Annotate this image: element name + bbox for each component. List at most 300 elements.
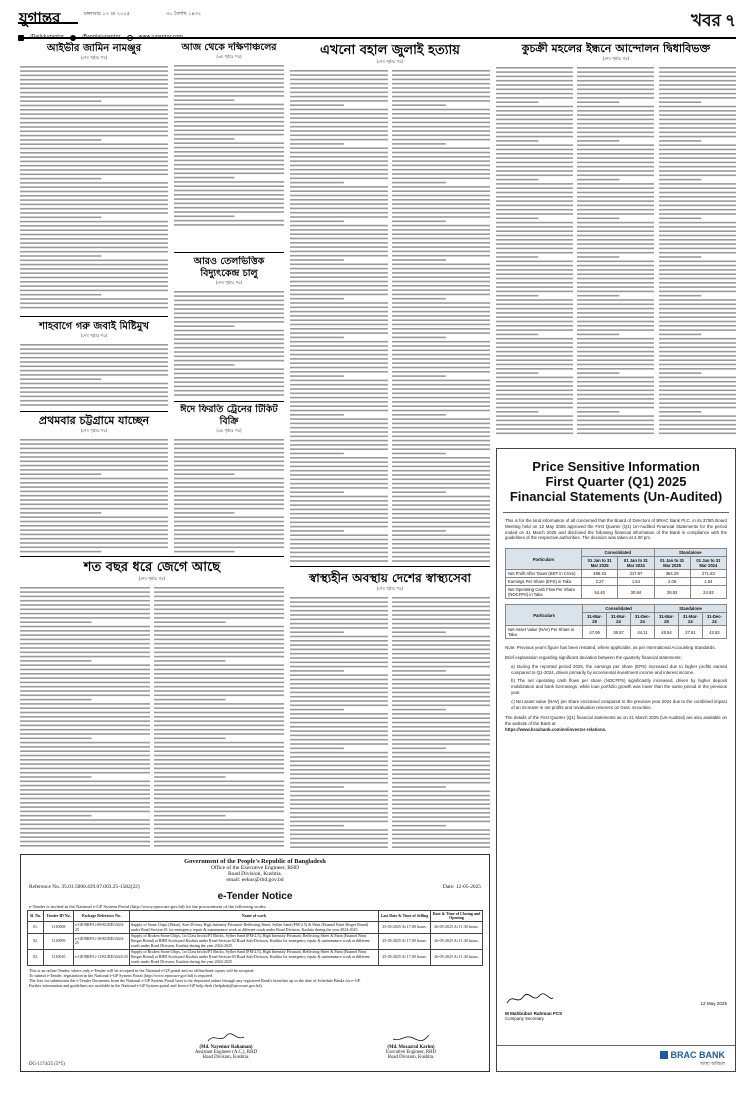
text-line xyxy=(290,332,388,334)
svg-text:যুগান্তর: যুগান্তর xyxy=(19,9,61,27)
article-body xyxy=(174,437,284,553)
headline: কুচক্রী মহলের ইন্ধনে আন্দোলন দ্বিধাবিভক্ত xyxy=(521,42,711,55)
text-line xyxy=(392,752,490,754)
text-line xyxy=(392,838,490,840)
text-line xyxy=(577,411,619,413)
text-line xyxy=(290,221,344,223)
text-line xyxy=(20,819,150,821)
text-line xyxy=(290,791,388,793)
text-line xyxy=(392,423,490,425)
text-line xyxy=(392,700,490,702)
text-line xyxy=(20,815,92,817)
table-row xyxy=(506,626,727,639)
col-sl: Sl. No. xyxy=(28,911,44,922)
text-line xyxy=(20,725,150,727)
article-health xyxy=(290,570,490,850)
ad-heading-line-3: Financial Statements (Un-Audited) xyxy=(509,489,723,504)
text-line xyxy=(290,803,388,805)
text-line xyxy=(659,377,736,379)
text-line xyxy=(20,841,150,843)
text-line xyxy=(20,195,168,197)
text-line xyxy=(659,235,736,237)
text-line xyxy=(290,692,388,694)
continuation-note: (৩য় পৃষ্ঠার পর) xyxy=(216,54,242,59)
text-line xyxy=(290,139,388,141)
text-line xyxy=(392,367,490,369)
text-line xyxy=(659,230,736,232)
cell-value: 317.87 xyxy=(618,570,654,578)
text-line xyxy=(174,465,284,467)
text-line xyxy=(496,325,573,327)
text-line xyxy=(20,609,150,611)
text-line xyxy=(577,179,619,181)
text-line xyxy=(20,456,168,458)
text-line xyxy=(392,289,490,291)
text-line xyxy=(174,448,284,450)
text-line xyxy=(577,273,654,275)
text-line xyxy=(20,643,150,645)
text-line xyxy=(392,354,490,356)
text-line xyxy=(392,509,490,511)
text-line xyxy=(392,285,490,287)
text-line xyxy=(496,235,573,237)
text-line xyxy=(496,218,538,220)
text-line xyxy=(577,222,654,224)
text-line xyxy=(659,398,736,400)
text-line xyxy=(577,278,654,280)
text-line xyxy=(290,233,388,235)
text-line xyxy=(290,846,388,848)
text-line xyxy=(496,170,573,172)
text-line xyxy=(577,342,654,344)
text-line xyxy=(392,255,490,257)
text-line xyxy=(392,487,490,489)
text-line xyxy=(577,93,654,95)
text-line xyxy=(290,752,388,754)
text-line xyxy=(174,211,284,213)
text-line xyxy=(290,117,388,119)
text-line xyxy=(290,709,344,711)
email[interactable]: email: eekus@rhd.gov.bd xyxy=(226,877,284,883)
text-line xyxy=(20,113,168,115)
text-line xyxy=(290,345,388,347)
text-line xyxy=(659,368,736,370)
cell-value: 364.29 xyxy=(654,570,690,578)
text-line xyxy=(577,97,654,99)
text-line xyxy=(577,394,654,396)
article-body xyxy=(577,65,654,437)
text-line xyxy=(659,338,736,340)
text-line xyxy=(392,601,490,603)
text-line xyxy=(659,256,701,258)
col-work: Name of work xyxy=(130,911,379,922)
ad-heading-band xyxy=(497,449,735,512)
text-line xyxy=(392,791,490,793)
text-line xyxy=(154,669,284,671)
text-line xyxy=(577,187,654,189)
col-date: 31-Dec-24 xyxy=(630,613,654,626)
text-line xyxy=(20,448,168,450)
text-line xyxy=(496,321,573,323)
divider xyxy=(20,411,168,412)
brac-logo-icon xyxy=(660,1051,668,1059)
article-body xyxy=(290,595,388,849)
text-line xyxy=(577,162,654,164)
text-line xyxy=(659,402,736,404)
text-line xyxy=(659,248,736,250)
text-line xyxy=(577,390,654,392)
text-line xyxy=(392,380,490,382)
text-line xyxy=(577,304,654,306)
text-line xyxy=(392,474,490,476)
continuation-note: (শেষ পৃষ্ঠার পর) xyxy=(215,280,243,285)
cell-package: e-GP/RRP/G-10/KURD/2024-25 xyxy=(74,933,130,949)
text-line xyxy=(20,695,150,697)
text-line xyxy=(174,207,284,209)
text-line xyxy=(577,114,654,116)
cell-value: 54.40 xyxy=(582,586,618,599)
text-line xyxy=(392,448,490,450)
text-line xyxy=(174,78,284,80)
article-body xyxy=(154,585,284,849)
text-line xyxy=(20,247,168,249)
text-line xyxy=(577,157,654,159)
text-line xyxy=(174,521,284,523)
text-line xyxy=(659,132,736,134)
text-line xyxy=(659,252,736,254)
text-line xyxy=(174,198,284,200)
text-line xyxy=(659,390,736,392)
cell-sl: 02. xyxy=(28,933,44,949)
text-line xyxy=(290,657,388,659)
text-line xyxy=(496,230,573,232)
text-line xyxy=(290,268,388,270)
text-line xyxy=(20,383,168,385)
text-line xyxy=(174,347,284,349)
text-line xyxy=(154,707,284,709)
text-line xyxy=(577,248,654,250)
brac-logo-text: BRAC BANK xyxy=(670,1049,725,1060)
col-last-date: Last Date & Time of Selling xyxy=(379,911,431,922)
investor-relations-link[interactable]: https://www.bracbank.com/en/investor-relations. xyxy=(505,726,607,732)
text-line xyxy=(174,386,284,388)
text-line xyxy=(20,225,168,227)
text-line xyxy=(20,400,168,402)
article-ivy-bail xyxy=(20,42,168,312)
text-line xyxy=(290,636,388,638)
text-line xyxy=(392,328,490,330)
text-line xyxy=(577,110,654,112)
text-line xyxy=(577,286,654,288)
text-line xyxy=(577,359,654,361)
text-line xyxy=(154,781,284,783)
text-line xyxy=(496,213,573,215)
article-body xyxy=(20,437,168,555)
cell-work: Supply of Stone Chips (Pakur), Size-20 mm, High Intensity Prismatic Reflecting Sheet, Sylhet Sand (FM-2.5) & Paint (Enamel Paint Berger Brand) under Road Section-01 for emergency repair & maintenance work at different roads under Road Division, Kushtia during the year 2024-2025. xyxy=(130,922,379,933)
text-line xyxy=(20,152,168,154)
text-line xyxy=(154,793,284,795)
text-line xyxy=(290,834,388,836)
text-line xyxy=(174,130,284,132)
text-line xyxy=(392,491,446,493)
text-line xyxy=(392,264,490,266)
text-line xyxy=(577,136,654,138)
text-line xyxy=(496,420,573,422)
text-line xyxy=(290,782,388,784)
text-line xyxy=(392,319,490,321)
text-line xyxy=(659,222,736,224)
ad-heading-line-2: First Quarter (Q1) 2025 xyxy=(545,474,687,489)
text-line xyxy=(290,717,388,719)
text-line xyxy=(392,358,490,360)
divider xyxy=(174,252,284,253)
text-line xyxy=(290,100,388,102)
text-line xyxy=(174,356,284,358)
text-line xyxy=(20,836,150,838)
text-line xyxy=(392,268,490,270)
tender-note-2: To submit e-Tender, registration in the National e-GP System Portal (http://www.eprocure.gov.bd) is required. xyxy=(29,972,214,978)
text-line xyxy=(20,504,168,506)
text-line xyxy=(392,122,490,124)
text-line xyxy=(290,431,388,433)
text-line xyxy=(290,448,388,450)
text-line xyxy=(392,216,490,218)
text-line xyxy=(290,173,388,175)
text-line xyxy=(496,433,573,435)
text-line xyxy=(392,371,490,373)
text-line xyxy=(290,208,388,210)
text-line xyxy=(659,183,736,185)
text-line xyxy=(496,291,573,293)
row-label: Earnings Per Share (EPS) in Taka xyxy=(506,578,582,586)
text-line xyxy=(290,619,388,621)
text-line xyxy=(496,114,573,116)
text-line xyxy=(290,674,388,676)
text-line xyxy=(496,355,573,357)
text-line xyxy=(20,621,92,623)
text-line xyxy=(659,291,736,293)
text-line xyxy=(659,321,736,323)
text-line xyxy=(20,551,101,553)
text-line xyxy=(290,302,388,304)
cell-closing: 26-05-2025 At 11:30 hours. xyxy=(431,949,483,965)
text-line xyxy=(20,521,168,523)
text-line xyxy=(20,70,168,72)
text-line xyxy=(20,88,168,90)
text-line xyxy=(577,170,654,172)
text-line xyxy=(496,402,573,404)
text-line xyxy=(154,690,284,692)
text-line xyxy=(392,139,490,141)
tender-intro: e-Tender is invited in the National e-GP System Portal (http://www.eprocure.gov.bd) for the procurement of the following works: xyxy=(29,904,267,909)
text-line xyxy=(154,811,284,813)
text-line xyxy=(174,181,284,183)
text-line xyxy=(392,276,490,278)
text-line xyxy=(290,453,344,455)
text-line xyxy=(174,542,284,544)
headline: আজ থেকে দক্ষিণাঞ্চলের xyxy=(181,42,277,53)
text-line xyxy=(290,606,388,608)
text-line xyxy=(154,643,284,645)
text-line xyxy=(20,404,168,406)
text-line xyxy=(290,726,388,728)
text-line xyxy=(392,636,490,638)
text-line xyxy=(290,358,388,360)
text-line xyxy=(392,627,490,629)
text-line xyxy=(392,104,446,106)
text-line xyxy=(174,551,235,553)
text-line xyxy=(577,381,654,383)
text-line xyxy=(290,92,388,94)
text-line xyxy=(174,364,235,366)
text-line xyxy=(174,220,284,222)
text-line xyxy=(496,351,573,353)
text-line xyxy=(496,252,573,254)
text-line xyxy=(290,276,388,278)
text-line xyxy=(577,140,619,142)
text-line xyxy=(496,149,573,151)
signer-2-division: Road Division, Kushtia. xyxy=(387,1055,435,1060)
text-line xyxy=(174,168,284,170)
text-line xyxy=(154,772,284,774)
text-line xyxy=(392,799,490,801)
text-line xyxy=(577,84,654,86)
text-line xyxy=(392,436,490,438)
text-line xyxy=(496,183,573,185)
text-line xyxy=(392,769,490,771)
financial-table-1 xyxy=(505,548,727,599)
text-line xyxy=(174,190,284,192)
text-line xyxy=(20,277,168,279)
table-row xyxy=(506,578,727,586)
article-body xyxy=(290,68,388,562)
text-line xyxy=(392,808,490,810)
text-line xyxy=(577,166,654,168)
text-line xyxy=(496,278,573,280)
table-row xyxy=(28,922,483,933)
cell-value: 47.06 xyxy=(583,626,607,639)
text-line xyxy=(392,705,490,707)
text-line xyxy=(392,117,490,119)
text-line xyxy=(290,109,388,111)
text-line xyxy=(659,347,736,349)
text-line xyxy=(392,405,490,407)
gov-name: Government of the People's Republic of Bangladesh xyxy=(184,858,326,865)
text-line xyxy=(20,443,168,445)
page-number: ৭ xyxy=(724,11,736,31)
text-line xyxy=(290,756,388,758)
text-line xyxy=(577,106,654,108)
text-line xyxy=(290,315,388,317)
text-line xyxy=(174,469,284,471)
col-period: 01 Jan to 31 Mar 2025 xyxy=(582,557,618,570)
text-line xyxy=(392,109,490,111)
text-line xyxy=(20,139,101,141)
text-line xyxy=(496,226,573,228)
article-body xyxy=(20,64,168,309)
text-line xyxy=(290,423,388,425)
text-line xyxy=(290,748,344,750)
text-line xyxy=(290,631,344,633)
deviation-point-c: c) Net asset value (NAV) per share increased compared to the previous year 2024 due to the combined impact of an increase in net profits and revaluation reserves on Govt. securities. xyxy=(511,698,727,710)
text-line xyxy=(154,712,284,714)
text-line xyxy=(659,149,736,151)
text-line xyxy=(290,216,388,218)
text-line xyxy=(20,234,168,236)
text-line xyxy=(659,428,736,430)
text-line xyxy=(496,71,573,73)
text-line xyxy=(659,355,736,357)
text-line xyxy=(290,735,388,737)
text-line xyxy=(392,662,490,664)
text-line xyxy=(290,307,388,309)
signature-graphic xyxy=(391,1033,431,1043)
cell-value: 486.33 xyxy=(582,570,618,578)
text-line xyxy=(496,179,538,181)
text-line xyxy=(20,529,168,531)
text-line xyxy=(392,756,490,758)
text-line xyxy=(154,613,284,615)
col-closing: Date & Time of Closing and Opening xyxy=(431,911,483,922)
text-line xyxy=(290,195,388,197)
text-line xyxy=(577,209,654,211)
text-line xyxy=(290,367,388,369)
signer-name: M Mahbubur Rahman FCS xyxy=(505,1011,563,1016)
text-line xyxy=(20,538,168,540)
cell-tender-id: 1110009 xyxy=(44,933,74,949)
text-line xyxy=(174,142,284,144)
text-line xyxy=(392,401,490,403)
text-line xyxy=(290,683,388,685)
text-line xyxy=(659,265,736,267)
continuation-note: (শেষ পৃষ্ঠার পর) xyxy=(376,59,404,64)
cell-work: Supply of Broken Stone Chips, 1st Class bricks/P.I Bricks, Sylhet Sand (FM-2.5), High Intensity Prismatic Reflecting Sheet & Paint (Enamel Paint Berger Brand) at RHD Stockyard Kushtia under Road Section-02 Road Sub-Division, Kushtia for emergency repair & maintenance work at different roads under Road Division, Kushtia during the year 2024-2025. xyxy=(130,933,379,949)
row-label: Net Operating Cash Flow Per Share (NOCFPS) in Taka xyxy=(506,586,582,599)
text-line xyxy=(20,204,168,206)
text-line xyxy=(392,539,490,541)
headline: প্রথমবার চট্টগ্রামে যাচ্ছেন xyxy=(38,414,150,427)
text-line xyxy=(154,789,284,791)
text-line xyxy=(659,351,736,353)
text-line xyxy=(20,512,101,514)
text-line xyxy=(290,821,388,823)
text-line xyxy=(290,705,388,707)
text-line xyxy=(290,393,388,395)
text-line xyxy=(154,785,284,787)
text-line xyxy=(392,341,490,343)
text-line xyxy=(20,272,168,274)
text-line xyxy=(154,626,284,628)
cell-value: 2.06 xyxy=(654,578,690,586)
divider xyxy=(20,556,284,557)
text-line xyxy=(154,750,284,752)
text-line xyxy=(659,166,736,168)
tender-table xyxy=(27,910,483,966)
text-line xyxy=(20,652,150,654)
brac-logo-area xyxy=(497,1045,735,1071)
text-line xyxy=(174,443,284,445)
text-line xyxy=(290,640,388,642)
text-line xyxy=(290,337,344,339)
text-line xyxy=(659,282,736,284)
text-line xyxy=(154,656,284,658)
text-line xyxy=(174,394,284,396)
text-line xyxy=(392,221,446,223)
text-line xyxy=(392,345,490,347)
text-line xyxy=(290,281,388,283)
brac-tagline: আস্থা অবিচল xyxy=(700,1061,725,1067)
signer-2-title: Executive Engineer, RHD xyxy=(385,1050,437,1055)
